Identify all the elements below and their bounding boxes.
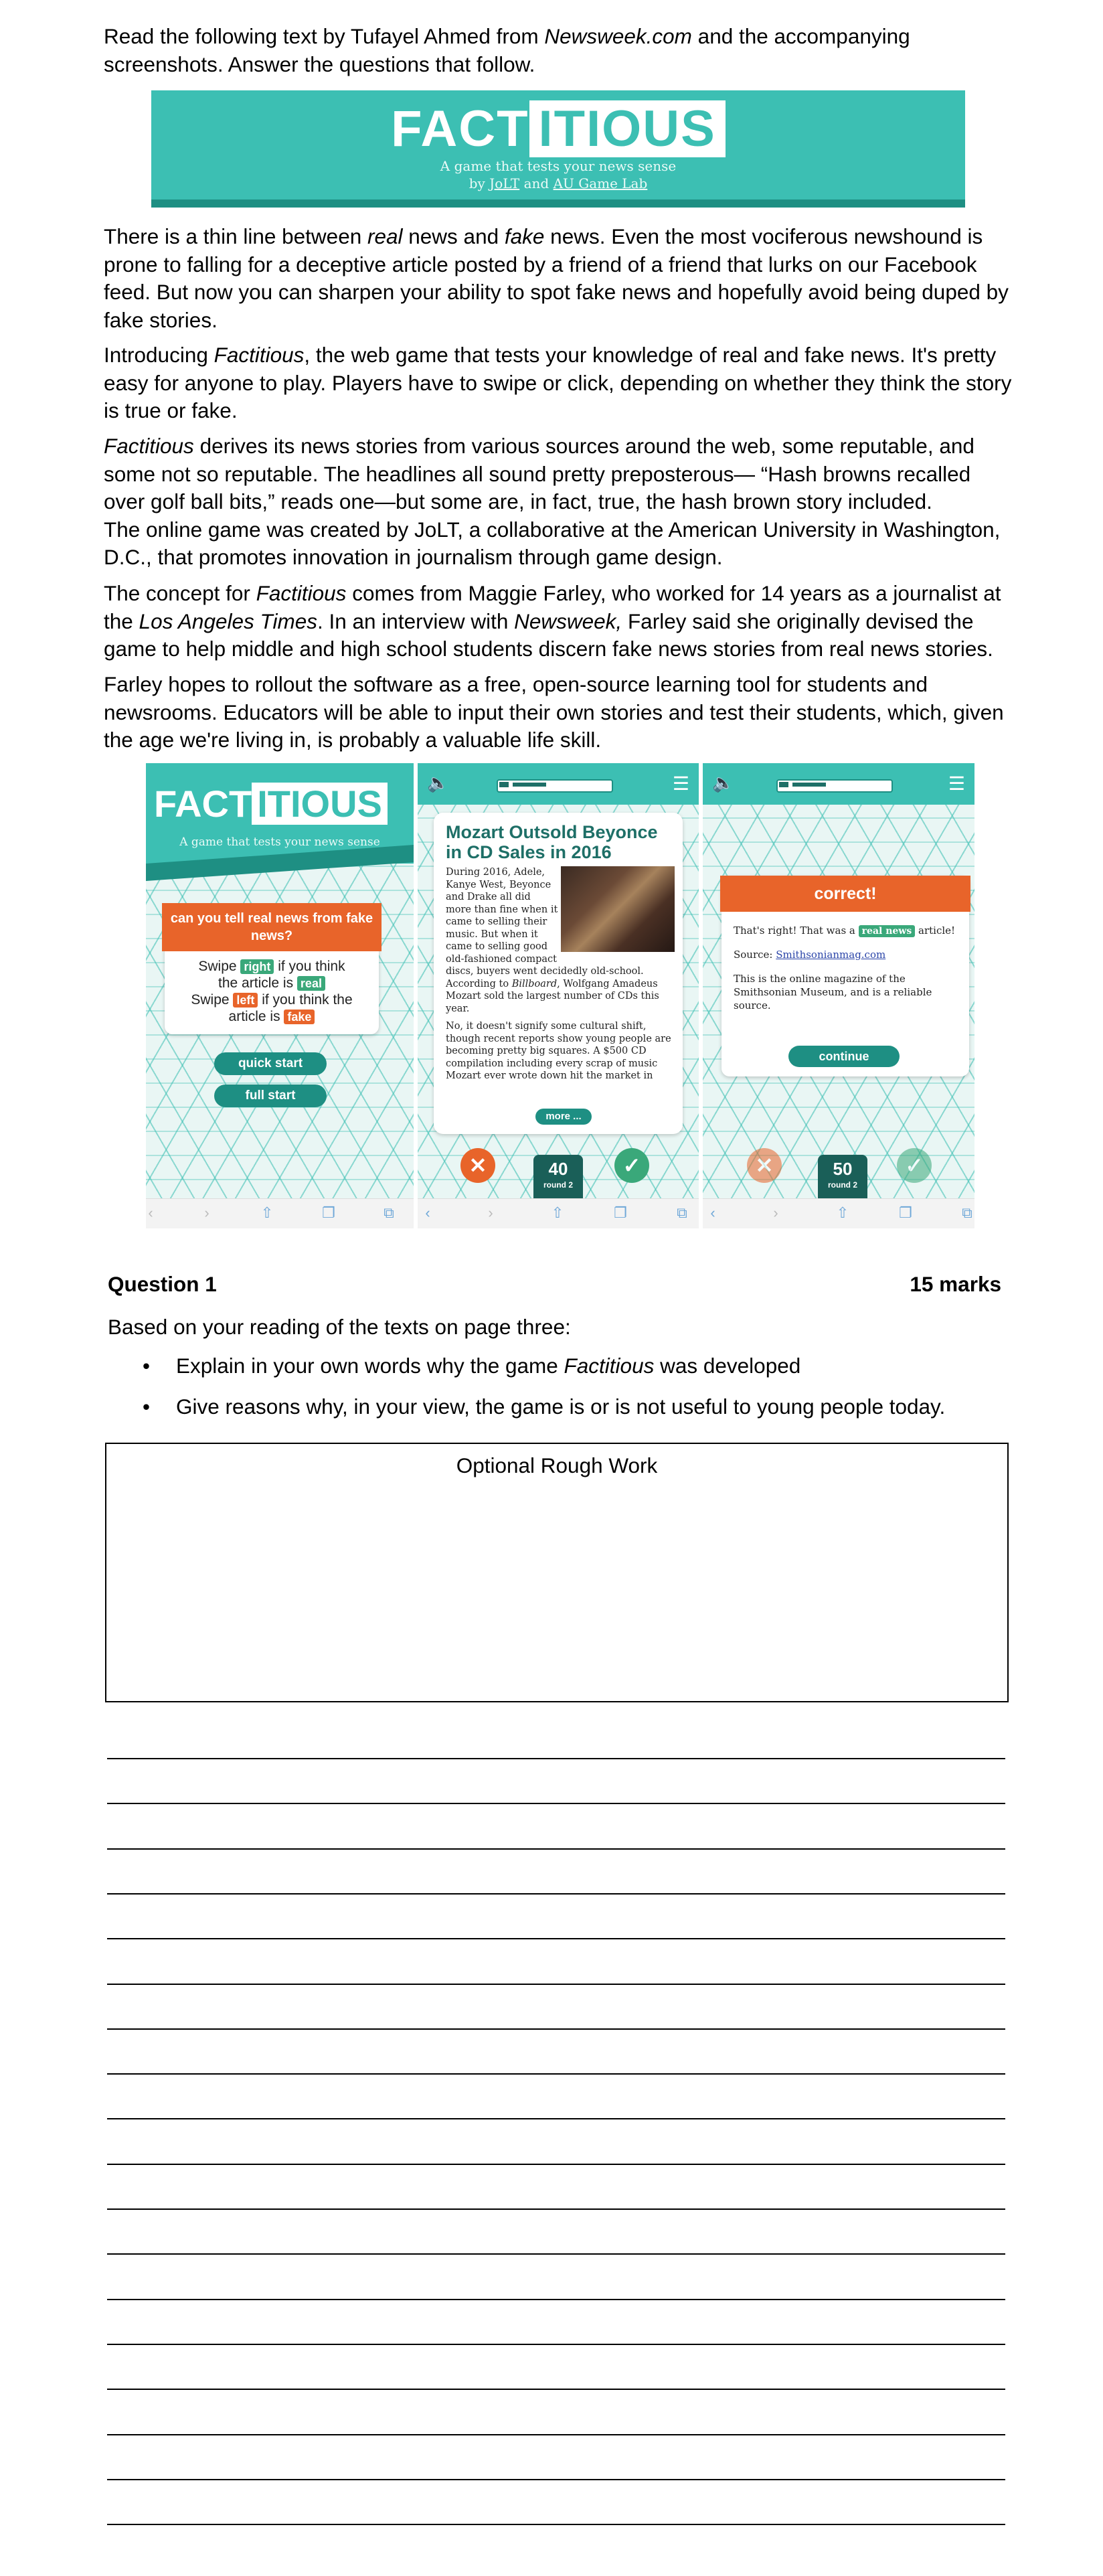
progress-pencil-icon [497, 779, 613, 793]
start-header [146, 763, 414, 864]
factitious-banner [151, 90, 965, 208]
article-paragraph-1 [104, 223, 1014, 334]
correct-heading: correct! [720, 876, 970, 912]
score-value: 50 [833, 1159, 853, 1179]
swipe-left-text: Swipe [191, 992, 234, 1008]
screen-result [703, 763, 974, 1228]
tabs-icon[interactable]: ⧉ [384, 1204, 394, 1221]
answer-line[interactable] [107, 1984, 1005, 1985]
screen-article [418, 763, 699, 1228]
answer-line[interactable] [107, 2073, 1005, 2075]
more-button[interactable]: more ... [535, 1109, 592, 1125]
p1-real: real [367, 224, 403, 248]
result-body [734, 924, 961, 1023]
answer-line[interactable] [107, 2524, 1005, 2525]
p3-text-a: derives its news stories from various sources around the web, some reputable, and some not so reputable. The headlines all sound pretty preposterous— “Hash browns recalled over golf ball bits,” reads one—but some are, in fact, true, the hash brown story included. [104, 434, 974, 513]
p4-la-times: Los Angeles Times [139, 609, 317, 633]
real-check-button: ✓ [897, 1148, 932, 1183]
forward-icon[interactable]: › [773, 1204, 778, 1221]
screen-start [146, 763, 414, 1228]
answer-line[interactable] [107, 2434, 1005, 2435]
p1-text-c: news. Even the most vociferous newshound is prone to falling for a deceptive article posted by a friend of a friend that lurks on our Facebook feed. But now you can sharpen your ability to spot fake news and hopefully avoid being duped by fake stories. [104, 224, 1009, 332]
tabs-icon[interactable]: ⧉ [962, 1204, 972, 1221]
round-label: round 2 [543, 1180, 573, 1190]
intro-paragraph [104, 23, 1014, 78]
round-label: round 2 [828, 1180, 857, 1190]
browser-toolbar [418, 1198, 699, 1228]
answer-line[interactable] [107, 1758, 1005, 1759]
start-logo-itious: ITIOUS [252, 783, 388, 825]
back-icon[interactable]: ‹ [148, 1204, 153, 1221]
think-text-1: if you think [274, 959, 345, 974]
result-text-a: That's right! That was a [734, 924, 859, 937]
banner-subtitle [151, 157, 965, 192]
bullet-1 [137, 1352, 945, 1379]
bullet-2: • Give reasons why, in your view, the game is or is not useful to young people today. [137, 1393, 945, 1420]
bookmarks-icon[interactable]: ❐ [614, 1204, 627, 1221]
menu-icon[interactable]: ☰ [672, 773, 689, 794]
answer-line[interactable] [107, 2389, 1005, 2390]
banner-logo [151, 102, 965, 156]
screenshots-strip [146, 763, 974, 1228]
start-tagline: A game that tests your news sense [179, 835, 380, 849]
question-intro: Based on your reading of the texts on page three: [108, 1315, 571, 1339]
share-icon[interactable]: ⇧ [260, 1204, 274, 1221]
speaker-icon[interactable]: 🔈 [712, 773, 734, 793]
start-logo [154, 783, 388, 825]
answer-line[interactable] [107, 2299, 1005, 2300]
article-is-text-1: the article is [218, 975, 297, 991]
swipe-right-text: Swipe [198, 959, 241, 974]
source-label: Source: [734, 949, 776, 961]
left-tag: left [233, 993, 258, 1008]
browser-toolbar [146, 1198, 414, 1228]
answer-line[interactable] [107, 1848, 1005, 1850]
right-tag: right [240, 959, 274, 974]
instructions-heading: can you tell real news from fake news? [162, 903, 381, 951]
source-description: This is the online magazine of the Smithsonian Museum, and is a reliable source. [734, 973, 932, 1012]
article-body-p2: No, it doesn't signify some cultural shift, though recent reports show young people are becoming pretty big squares. A $500 CD compilation including every scrap of music Mozart ever wrote down hit the market in [446, 1021, 671, 1081]
article-paragraph-2 [104, 341, 1014, 425]
p1-fake: fake [504, 224, 545, 248]
question-bullets [137, 1352, 945, 1434]
fake-x-button: ✕ [747, 1148, 782, 1183]
score-box [533, 1155, 583, 1199]
instructions-body [165, 958, 379, 1025]
result-card [722, 876, 969, 1076]
logo-itious: ITIOUS [529, 100, 726, 157]
share-icon[interactable]: ⇧ [551, 1204, 564, 1221]
intro-text: Read the following text by Tufayel Ahmed from [104, 24, 545, 48]
start-logo-fact: FACT [154, 783, 252, 825]
browser-toolbar [703, 1198, 974, 1228]
article-card[interactable] [434, 813, 683, 1134]
tabs-icon[interactable]: ⧉ [677, 1204, 687, 1221]
progress-pencil-icon [776, 779, 893, 793]
article-paragraph-5: Farley hopes to rollout the software as a free, open-source learning tool for students and newsrooms. Educators will be able to input their own stories and test their students, which, given the age we're living in, is probably a valuable life skill. [104, 672, 1004, 752]
rough-work-label: Optional Rough Work [456, 1453, 658, 1477]
answer-line[interactable] [107, 2118, 1005, 2119]
real-tag: real [297, 976, 325, 991]
article-text-1a: During 2016, Adele, Kanye West, Beyonce and Drake all did more than fine when it came to selling their music. But when it came to selling good old-fashioned compact discs, buyers went decidedly old-school. According to [446, 867, 644, 989]
source-link[interactable]: Smithsonianmag.com [776, 949, 886, 961]
p2-game: Factitious [214, 343, 305, 367]
article-text-1b: , Wolfgang Amadeus Mozart sold the largest number of CDs this year. [446, 978, 659, 1014]
menu-icon[interactable]: ☰ [948, 773, 965, 794]
think-text-2: if you think the [258, 992, 353, 1008]
banner-and: and [519, 175, 554, 191]
p3-game: Factitious [104, 434, 194, 458]
intro-text-end: and the accompanying screenshots. Answer the questions that follow. [104, 24, 910, 76]
article-body [446, 866, 677, 1088]
real-news-tag: real news [859, 925, 916, 937]
full-start-button[interactable]: full start [214, 1084, 327, 1107]
jolt-link[interactable]: JoLT [489, 175, 520, 191]
continue-button[interactable]: continue [788, 1046, 900, 1067]
p4-game: Factitious [256, 581, 347, 605]
article-header [418, 763, 699, 805]
p2-text-a: Introducing [104, 343, 214, 367]
result-line [734, 924, 961, 937]
rough-work-box[interactable] [105, 1443, 1009, 1702]
bullet-1-game: Factitious [564, 1354, 655, 1378]
banner-tagline: A game that tests your news sense [440, 158, 677, 174]
p3-text-b: The online game was created by JoLT, a collaborative at the American University in Washington, D.C., that promotes innovation in journalism through game design. [104, 517, 1001, 569]
answer-line[interactable] [107, 2164, 1005, 2165]
answer-line[interactable] [107, 2479, 1005, 2480]
answer-line[interactable] [107, 2253, 1005, 2255]
bullet-1-text-b: was developed [654, 1354, 801, 1378]
score-box [818, 1155, 867, 1199]
score-value: 40 [548, 1159, 568, 1179]
au-game-lab-link[interactable]: AU Game Lab [553, 175, 648, 191]
p4-newsweek: Newsweek, [514, 609, 622, 633]
banner-by: by [469, 175, 490, 191]
answer-line[interactable] [107, 2208, 1005, 2210]
fake-x-button[interactable]: ✕ [460, 1148, 495, 1183]
source-line [734, 948, 961, 961]
p1-text-a: There is a thin line between [104, 224, 367, 248]
p2-text-b: , the web game that tests your knowledge of real and fake news. It's pretty easy for anyone to play. Players have to swipe or click, depending on whether they think the story is true or fake. [104, 343, 1012, 422]
fake-tag: fake [284, 1010, 315, 1024]
logo-fact: FACT [391, 100, 529, 157]
answer-line[interactable] [107, 2028, 1005, 2030]
bullet-1-text-a: Explain in your own words why the game [176, 1354, 564, 1378]
p4-text-a: The concept for [104, 581, 256, 605]
real-check-button[interactable]: ✓ [614, 1148, 649, 1183]
article-billboard: Billboard [511, 978, 558, 989]
back-icon[interactable]: ‹ [425, 1204, 430, 1221]
answer-line[interactable] [107, 1893, 1005, 1895]
share-icon[interactable]: ⇧ [836, 1204, 849, 1221]
back-icon[interactable]: ‹ [710, 1204, 715, 1221]
answer-line[interactable] [107, 2344, 1005, 2345]
answer-line[interactable] [107, 1938, 1005, 1939]
bookmarks-icon[interactable]: ❐ [322, 1204, 335, 1221]
result-text-b: article! [915, 924, 956, 937]
question-marks: 15 marks [910, 1272, 1001, 1296]
article-is-text-2: article is [228, 1009, 284, 1024]
forward-icon[interactable]: › [488, 1204, 493, 1221]
instructions-card [165, 907, 379, 1034]
article-paragraph-3 [104, 432, 1014, 572]
p1-text-b: news and [402, 224, 505, 248]
question-title: Question 1 [108, 1272, 217, 1296]
intro-source: Newsweek.com [544, 24, 692, 48]
forward-icon[interactable]: › [204, 1204, 209, 1221]
p4-text-c: . In an interview with [317, 609, 515, 633]
p4-text-b: comes from Maggie Farley, who worked for 14 years as a journalist at the [104, 581, 1001, 633]
answer-line[interactable] [107, 1803, 1005, 1804]
speaker-icon[interactable]: 🔈 [427, 773, 449, 793]
result-header [703, 763, 974, 805]
article-paragraph-4 [104, 580, 1014, 663]
bookmarks-icon[interactable]: ❐ [899, 1204, 912, 1221]
article-headline: Mozart Outsold Beyonce in CD Sales in 2016 [446, 822, 658, 862]
p4-text-d: Farley said she originally devised the game to help middle and high school students discern fake news stories from real news stories. [104, 609, 993, 661]
quick-start-button[interactable]: quick start [214, 1052, 327, 1075]
